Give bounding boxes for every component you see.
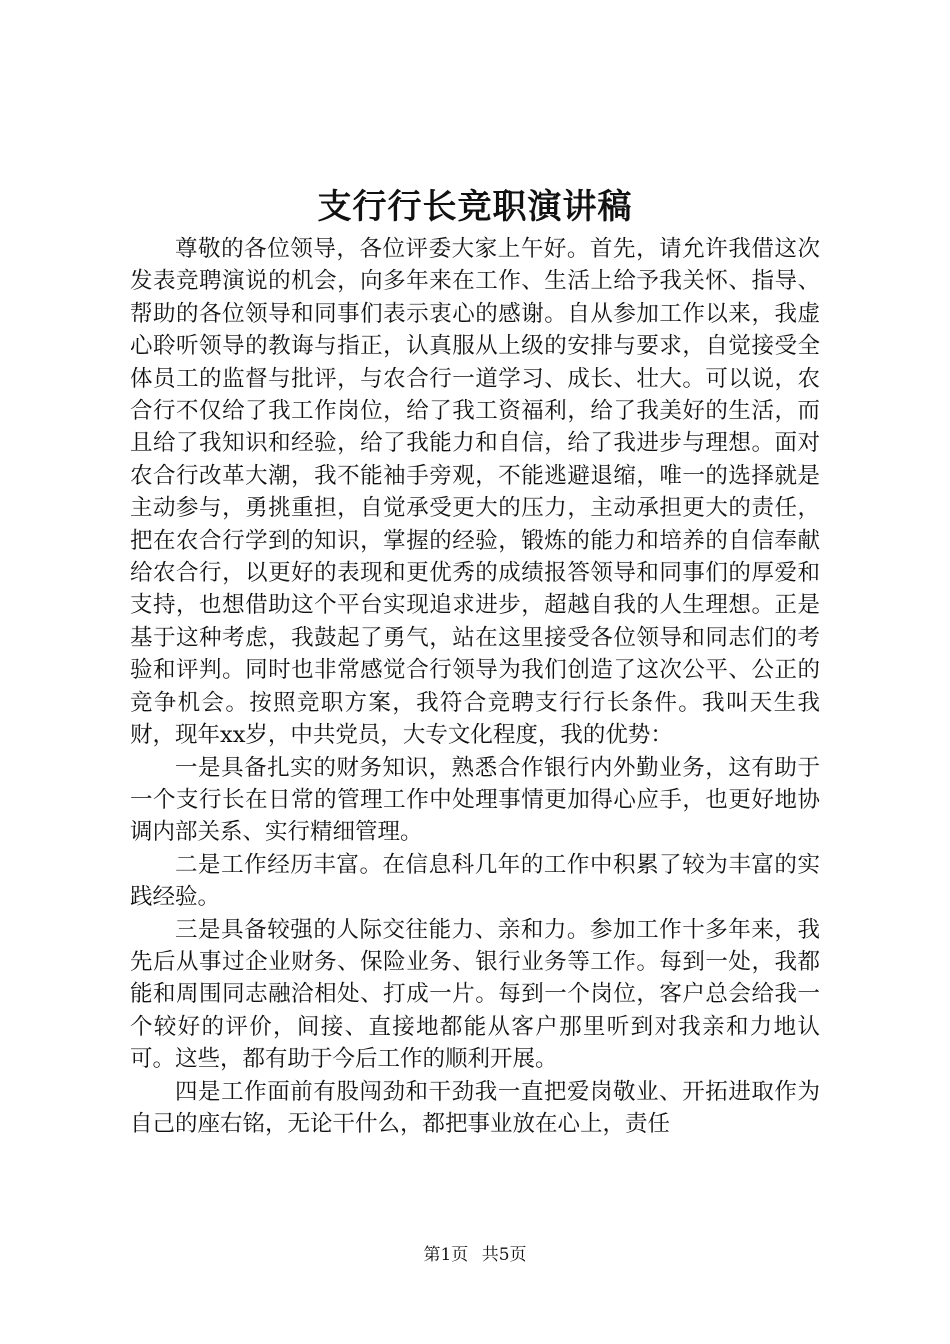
paragraph-intro: 尊敬的各位领导，各位评委大家上午好。首先，请允许我借这次发表竞聘演说的机会，向多年来在工作、生活上给予我关怀、指导、帮助的各位领导和同事们表示衷心的感谢。自从参加工作以来，我虚心聆听领导的教诲与指正，认真服从上级的安排与要求，自觉接受全体员工的监督与批评，与农合行一道学习、成长、壮大。可以说，农合行不仅给了我工作岗位，给了我工资福利，给了我美好的生活，而且给了我知识和经验，给了我能力和自信，给了我进步与理想。面对农合行改革大潮，我不能袖手旁观，不能逃避退缩，唯一的选择就是主动参与，勇挑重担，自觉承受更大的压力，主动承担更大的责任，把在农合行学到的知识，掌握的经验，锻炼的能力和培养的自信奉献给农合行，以更好的表现和更优秀的成绩报答领导和同事们的厚爱和支持，也想借助这个平台实现追求进步，超越自我的人生理想。正是基于这种考虑，我鼓起了勇气，站在这里接受各位领导和同志们的考验和评判。同时也非常感觉合行领导为我们创造了这次公平、公正的竞争机会。按照竞职方案，我符合竞聘支行行长条件。我叫天生我财，现年xx岁，中共党员，大专文化程度，我的优势： — [130, 236, 820, 749]
page-total: 共5页 — [481, 1245, 527, 1265]
paragraph-advantage-3: 三是具备较强的人际交往能力、亲和力。参加工作十多年来，我先后从事过企业财务、保险业务、银行业务等工作。每到一处，我都能和周围同志融洽相处、打成一片。每到一个岗位，客户总会给我一个较好的评价，间接、直接地都能从客户那里听到对我亲和力地认可。这些，都有助于今后工作的顺利开展。 — [130, 916, 820, 1073]
page-footer — [0, 1244, 950, 1266]
document-body — [130, 233, 820, 1140]
paragraph-advantage-2: 二是工作经历丰富。在信息科几年的工作中积累了较为丰富的实践经验。 — [130, 851, 820, 911]
paragraph-advantage-1: 一是具备扎实的财务知识，熟悉合作银行内外勤业务，这有助于一个支行长在日常的管理工作中处理事情更加得心应手，也更好地协调内部关系、实行精细管理。 — [130, 754, 820, 846]
paragraph-advantage-4: 四是工作面前有股闯劲和干劲我一直把爱岗敬业、开拓进取作为自己的座右铭，无论干什么，都把事业放在心上，责任 — [130, 1078, 820, 1137]
page-number: 第1页 — [423, 1245, 469, 1265]
document-title: 支行行长竞职演讲稿 — [317, 187, 633, 227]
